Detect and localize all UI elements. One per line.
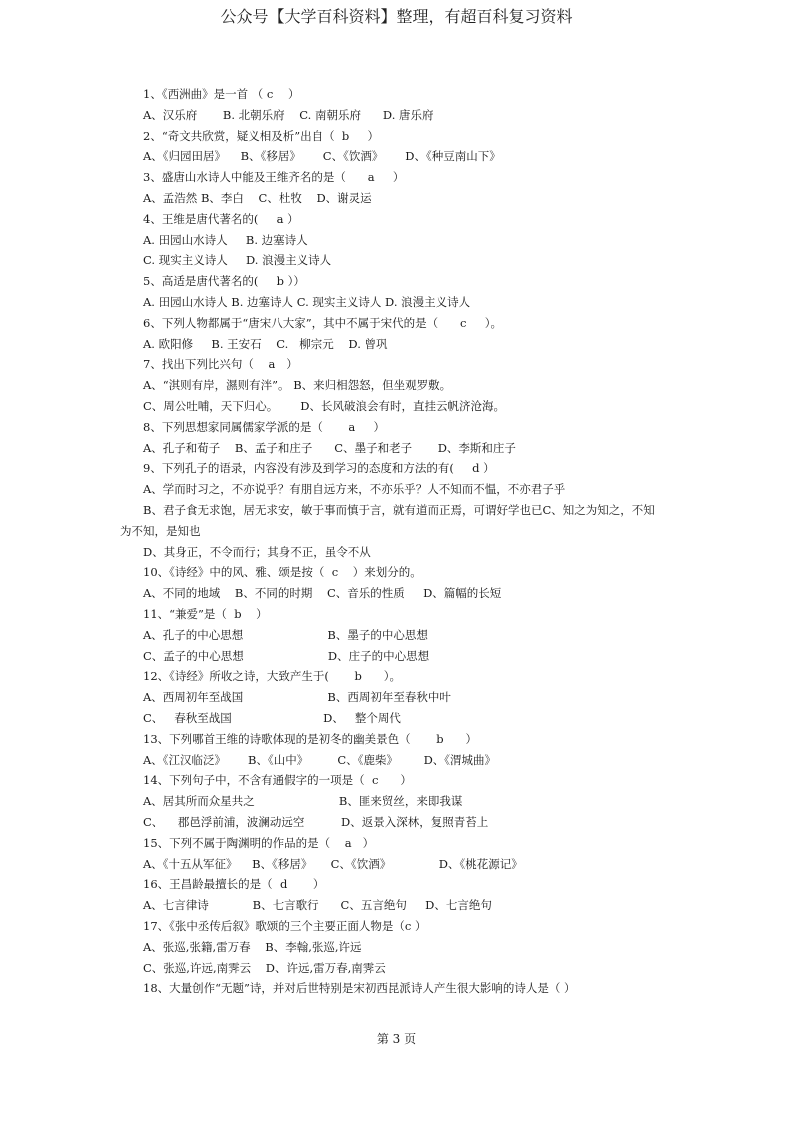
text-line: A、《十五从军征》 B、《移居》 C、《饮酒》 D、《桃花源记》 xyxy=(143,856,523,871)
text-line: A. 欧阳修 B. 王安石 C. 柳宗元 D. 曾巩 xyxy=(143,336,388,351)
text-line: 1、《西洲曲》是一首 （ c ） xyxy=(143,87,300,101)
text-line: C、孟子的中心思想 D、庄子的中心思想 xyxy=(143,648,430,663)
text-line: 11、“兼爱”是（ b ） xyxy=(143,607,268,621)
text-line: A、孟浩然 B、李白 C、杜牧 D、谢灵运 xyxy=(143,191,372,205)
text-line: A、孔子和荀子 B、孟子和庄子 C、墨子和老子 D、李斯和庄子 xyxy=(143,440,516,455)
text-line: 9、下列孔子的语录，内容没有涉及到学习的态度和方法的有( d ） xyxy=(143,461,495,476)
text-line: A、《归园田居》 B、《移居》 C、《饮酒》 D、《种豆南山下》 xyxy=(143,149,501,164)
text-line: 6、下列人物都属于“唐宋八大家”，其中不属于宋代的是（ c ）。 xyxy=(143,315,502,330)
text-line: A、七言律诗 B、七言歌行 C、五言绝句 D、七言绝句 xyxy=(143,898,492,913)
text-line: A、《江汉临泛》 B、《山中》 C、《鹿柴》 D、《渭城曲》 xyxy=(143,752,497,767)
text-line: 12、《诗经》所收之诗，大致产生于( b ）。 xyxy=(143,669,402,684)
text-line: 18、大量创作“无题”诗，并对后世特别是宋初西昆派诗人产生很大影响的诗人是（ ） xyxy=(143,981,576,996)
text-line: A、西周初年至战国 B、西周初年至春秋中叶 xyxy=(143,690,451,705)
text-line: C、 郡邑浮前浦，波澜动远空 D、返景入深林，复照青苔上 xyxy=(143,815,489,829)
text-line: 14、下列句子中，不含有通假字的一项是（ c ） xyxy=(143,773,412,788)
text-line: 7、找出下列比兴句（ a ） xyxy=(143,357,298,372)
text-line: 3、盛唐山水诗人中能及王维齐名的是（ a ） xyxy=(143,170,405,185)
text-line: 5、高适是唐代著名的( b ）） xyxy=(143,274,305,289)
page-number: 第 3 页 xyxy=(376,1032,417,1046)
text-line: 8、下列思想家同属儒家学派的是（ a ） xyxy=(143,419,386,434)
text-line: 17、《张中丞传后叙》歌颂的三个主要正面人物是（c ） xyxy=(143,919,427,933)
text-line: 4、王维是唐代著名的( a ） xyxy=(143,211,299,226)
text-line: A、学而时习之，不亦说乎？有朋自远方来，不亦乐乎？人不知而不愠，不亦君子乎 xyxy=(143,482,566,497)
text-line: C、周公吐哺，天下归心。 D、长风破浪会有时，直挂云帆济沧海。 xyxy=(143,399,505,413)
page-header: 公众号【大学百科资料】整理，有超百科复习资料 xyxy=(220,7,573,26)
text-line: A、孔子的中心思想 B、墨子的中心思想 xyxy=(143,627,428,642)
text-line: A、不同的地域 B、不同的时期 C、音乐的性质 D、篇幅的长短 xyxy=(143,586,502,601)
text-line: C、张巡,许远,南霁云 D、许远,雷万春,南霁云 xyxy=(143,960,386,975)
text-line: A. 田园山水诗人 B. 边塞诗人 C. 现实主义诗人 D. 浪漫主义诗人 xyxy=(143,295,471,309)
text-line: B、君子食无求饱，居无求安，敏于事而慎于言，就有道而正焉，可谓好学也已C、知之为知之，不知 xyxy=(143,503,655,517)
text-line: C、 春秋至战国 D、 整个周代 xyxy=(143,711,401,725)
text-line: D、其身正，不令而行；其身不正，虽令不从 xyxy=(143,544,371,559)
text-line: 15、下列不属于陶渊明的作品的是（ a ） xyxy=(143,835,375,850)
text-line: 13、下列哪首王维的诗歌体现的是初冬的幽美景色（ b ） xyxy=(143,731,478,746)
text-line: A、“淇则有岸，濕则有泮”。 B、来归相怨怒，但坐观罗敷。 xyxy=(143,378,452,393)
text-line: A. 田园山水诗人 B. 边塞诗人 xyxy=(143,232,308,247)
text-line: 10、《诗经》中的风、雅、颂是按（ c ）来划分的。 xyxy=(143,565,422,580)
text-line: A、张巡,张籍,雷万春 B、李翰,张巡,许远 xyxy=(143,939,362,954)
text-line: 2、“奇文共欣赏，疑义相及析”出自（ b ） xyxy=(143,128,380,143)
text-line: A、居其所而众星共之 B、匪来贸丝，来即我谋 xyxy=(143,794,463,809)
text-line: 为不知，是知也 xyxy=(120,523,201,538)
text-line: A、汉乐府 B. 北朝乐府 C. 南朝乐府 D. 唐乐府 xyxy=(143,107,434,122)
text-line: C. 现实主义诗人 D. 浪漫主义诗人 xyxy=(143,253,332,268)
text-line: 16、王昌龄最擅长的是（ d ） xyxy=(143,877,325,892)
